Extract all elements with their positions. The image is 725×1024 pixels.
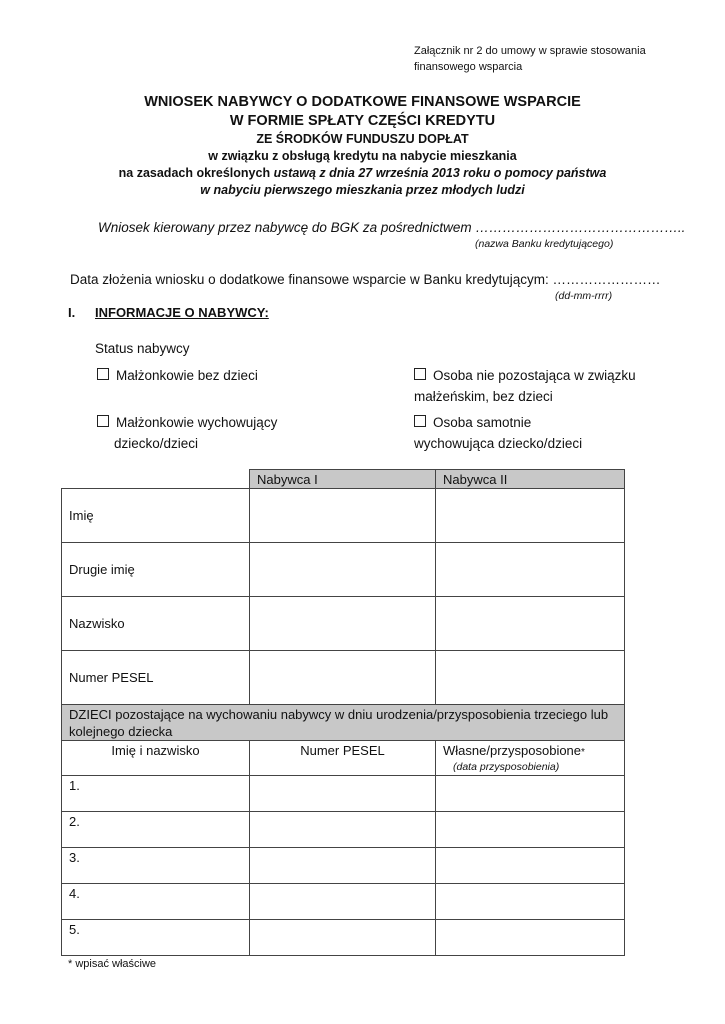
input-child-pesel[interactable]	[250, 848, 436, 884]
header-child-own-adopted	[436, 741, 625, 776]
footnote-marker: *	[581, 747, 585, 758]
input-surname-buyer-2[interactable]	[436, 597, 625, 651]
table-row	[62, 597, 625, 651]
status-option-label: Małżonkowie bez dzieci	[116, 368, 258, 383]
title-line-4: w związku z obsługą kredytu na nabycie mieszkania	[208, 149, 517, 163]
child-row-number: 2.	[62, 812, 250, 848]
status-option-label-cont: wychowująca dziecko/dzieci	[414, 436, 583, 451]
table-row	[62, 812, 625, 848]
table-row	[62, 651, 625, 705]
child-row-number: 4.	[62, 884, 250, 920]
child-row-number: 5.	[62, 920, 250, 956]
title-line-5-act: ustawą z dnia 27 września 2013 roku o pomocy państwa	[273, 166, 607, 180]
row-label-first-name: Imię	[62, 489, 250, 543]
input-surname-buyer-1[interactable]	[250, 597, 436, 651]
checkbox-icon[interactable]	[97, 368, 109, 380]
request-via-bank: Wniosek kierowany przez nabywcę do BGK za pośrednictwem ………………………………………..	[98, 220, 686, 235]
title-line-3: ZE ŚRODKÓW FUNDUSZU DOPŁAT	[256, 132, 469, 146]
row-label-surname: Nazwisko	[62, 597, 250, 651]
table-row	[62, 920, 625, 956]
request-bank-hint: (nazwa Banku kredytującego)	[475, 238, 614, 250]
status-option-married-no-children[interactable]	[97, 365, 258, 386]
buyer-info-table	[61, 469, 625, 956]
table-row	[62, 776, 625, 812]
input-child-status[interactable]	[436, 920, 625, 956]
input-second-name-buyer-1[interactable]	[250, 543, 436, 597]
input-child-pesel[interactable]	[250, 920, 436, 956]
input-child-status[interactable]	[436, 812, 625, 848]
children-section-header: DZIECI pozostające na wychowaniu nabywcy w dniu urodzenia/przysposobienia trzeciego lub kolejnego dziecka	[62, 705, 625, 741]
header-adoption-date-hint: (data przysposobienia)	[453, 761, 560, 773]
input-child-pesel[interactable]	[250, 812, 436, 848]
table-row	[62, 848, 625, 884]
title-line-1: WNIOSEK NABYWCY O DODATKOWE FINANSOWE WSPARCIE	[144, 94, 581, 110]
status-option-single-with-children[interactable]	[414, 412, 582, 454]
input-pesel-buyer-1[interactable]	[250, 651, 436, 705]
input-pesel-buyer-2[interactable]	[436, 651, 625, 705]
section-title-text: INFORMACJE O NABYWCY	[95, 305, 265, 320]
title-line-5	[40, 165, 685, 182]
input-first-name-buyer-2[interactable]	[436, 489, 625, 543]
input-second-name-buyer-2[interactable]	[436, 543, 625, 597]
header-child-name: Imię i nazwisko	[62, 741, 250, 776]
table-row	[62, 543, 625, 597]
submission-date-line: Data złożenia wniosku o dodatkowe finansowe wsparcie w Banku kredytującym: ……………………	[70, 272, 661, 287]
checkbox-icon[interactable]	[414, 368, 426, 380]
table-row	[62, 884, 625, 920]
status-option-label: Osoba samotnie	[433, 415, 532, 430]
annex-line-1: Załącznik nr 2 do umowy w sprawie stosowania	[414, 45, 646, 57]
section-number: I.	[68, 305, 76, 320]
submission-date-hint: (dd-mm-rrrr)	[555, 290, 613, 302]
title-line-2: W FORMIE SPŁATY CZĘŚCI KREDYTU	[229, 113, 496, 129]
annex-note	[414, 43, 674, 75]
input-child-status[interactable]	[436, 848, 625, 884]
title-line-6: w nabyciu pierwszego mieszkania przez młodych ludzi	[200, 183, 525, 197]
status-label: Status nabywcy	[95, 341, 190, 356]
status-option-label-cont: dziecko/dzieci	[114, 436, 199, 451]
status-option-married-with-children[interactable]	[97, 412, 277, 454]
annex-line-2: finansowego wsparcia	[414, 61, 523, 73]
child-row-number: 3.	[62, 848, 250, 884]
table-corner	[62, 470, 250, 489]
section-title-colon: :	[264, 305, 269, 320]
header-buyer-1: Nabywca I	[250, 470, 436, 489]
input-child-status[interactable]	[436, 776, 625, 812]
header-child-pesel: Numer PESEL	[250, 741, 436, 776]
row-label-second-name: Drugie imię	[62, 543, 250, 597]
input-first-name-buyer-1[interactable]	[250, 489, 436, 543]
title-line-5-prefix: na zasadach określonych	[118, 166, 274, 180]
footnote: * wpisać właściwe	[68, 958, 157, 970]
checkbox-icon[interactable]	[97, 415, 109, 427]
document-title	[40, 93, 685, 199]
table-row	[62, 489, 625, 543]
child-row-number: 1.	[62, 776, 250, 812]
header-child-own-adopted-label: Własne/przysposobione	[443, 743, 582, 758]
input-child-status[interactable]	[436, 884, 625, 920]
status-option-label: Małżonkowie wychowujący	[116, 415, 278, 430]
input-child-pesel[interactable]	[250, 776, 436, 812]
status-option-label-cont: małżeńskim, bez dzieci	[414, 389, 553, 404]
row-label-pesel: Numer PESEL	[62, 651, 250, 705]
input-child-pesel[interactable]	[250, 884, 436, 920]
checkbox-icon[interactable]	[414, 415, 426, 427]
section-title	[95, 305, 269, 320]
header-buyer-2: Nabywca II	[436, 470, 625, 489]
status-option-single-no-children[interactable]	[414, 365, 636, 407]
status-option-label: Osoba nie pozostająca w związku	[433, 368, 636, 383]
